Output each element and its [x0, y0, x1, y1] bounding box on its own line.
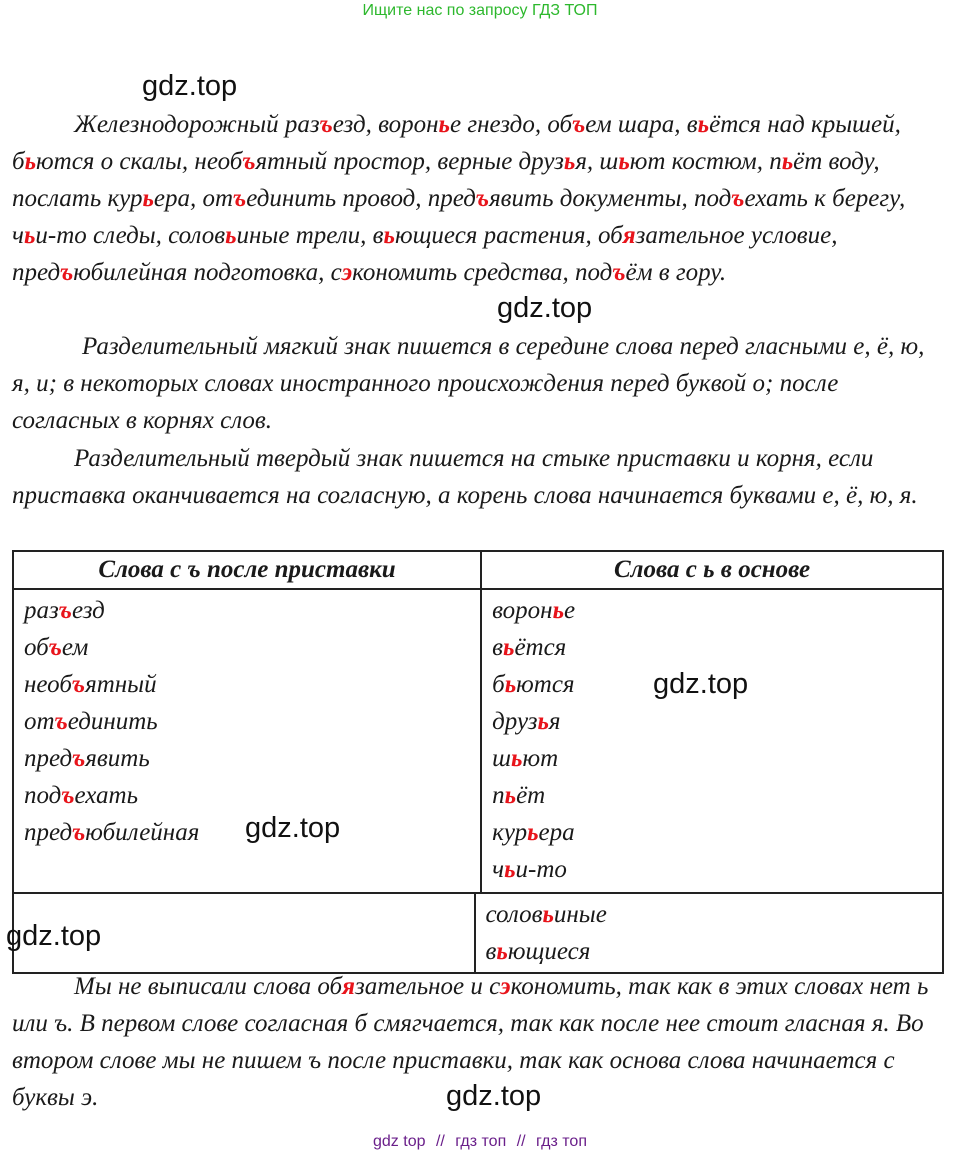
watermark: gdz.top: [6, 920, 102, 952]
bottom-link[interactable]: гдз топ: [455, 1133, 507, 1150]
word-item: [24, 703, 470, 740]
watermark: gdz.top: [142, 70, 238, 102]
word-item: [492, 592, 932, 629]
highlighted-letter: ъ: [72, 745, 86, 772]
text-segment: в: [492, 634, 503, 661]
highlighted-letter: ь: [504, 782, 517, 809]
highlighted-letter: ь: [537, 708, 549, 735]
bottom-link[interactable]: гдз топ: [536, 1133, 587, 1150]
top-banner: Ищите нас по запросу ГДЗ ТОП: [362, 2, 598, 19]
text-segment: кур: [492, 819, 528, 846]
watermark: gdz.top: [245, 812, 341, 844]
text-segment: ющиеся растения, об: [394, 222, 623, 249]
text-segment: ёт: [516, 782, 546, 809]
text-segment: об: [24, 634, 49, 661]
text-segment: езд: [71, 597, 105, 624]
text-segment: и-то: [515, 856, 567, 883]
highlighted-letter: ъ: [612, 259, 626, 286]
highlighted-letter: ъ: [60, 259, 74, 286]
text-segment: ера: [538, 819, 575, 846]
highlighted-letter: я: [622, 222, 636, 249]
rule-hard-sign: Разделительный твердый знак пишется на стыке приставки и корня, если приставка оканчивается на согласную, а корень слова начинается буквами е, ё, ю, я.: [12, 445, 918, 509]
text-segment: юбилейная подготовка, с: [73, 259, 342, 286]
highlighted-letter: я: [342, 973, 356, 1000]
text-segment: пред: [24, 745, 73, 772]
rule-soft-sign: Разделительный мягкий знак пишется в середине слова перед гласными е, ё, ю, я, и; в некоторых словах иностранного происхождения перед буквой о; после согласных в корнях слов.: [12, 333, 925, 434]
text-segment: ем шара, в: [585, 111, 698, 138]
highlighted-letter: ъ: [731, 185, 745, 212]
text-segment: друз: [492, 708, 538, 735]
highlighted-letter: ъ: [72, 819, 86, 846]
table-header-hard-sign: Слова с ъ после приставки: [13, 551, 481, 589]
text-segment: солов: [485, 901, 543, 928]
text-segment: е: [564, 597, 576, 624]
word-item: [24, 777, 470, 814]
text-segment: явить: [85, 745, 150, 772]
highlighted-letter: ь: [496, 938, 508, 965]
text-segment: я: [548, 708, 561, 735]
words-table-continued: [12, 892, 944, 974]
soft-sign-words-column-continued: [475, 893, 943, 973]
bottom-links: [0, 1133, 960, 1151]
soft-sign-words-column: [481, 589, 943, 893]
text-segment: ющиеся: [507, 938, 591, 965]
highlighted-letter: ъ: [233, 185, 247, 212]
bottom-link[interactable]: gdz top: [373, 1133, 426, 1150]
text-segment: ятный простор, верные друз: [255, 148, 564, 175]
highlighted-letter: э: [341, 259, 353, 286]
text-segment: я, ш: [575, 148, 619, 175]
text-segment: ш: [492, 745, 512, 772]
table-header-soft-sign: Слова с ь в основе: [481, 551, 943, 589]
highlighted-letter: э: [500, 973, 511, 1000]
text-segment: ятный: [85, 671, 157, 698]
word-item: [24, 592, 470, 629]
highlighted-letter: ъ: [319, 111, 333, 138]
highlighted-letter: ь: [383, 222, 395, 249]
text-segment: ются: [516, 671, 575, 698]
text-segment: езд, ворон: [332, 111, 439, 138]
text-segment: кономить, так как в этих словах нет ь или ъ. В первом слове согласная б смягчается, так как после нее стоит гласная я. Во втором слове мы не пишем ъ после приставки, так как основа слова начинается с буквы э.: [12, 973, 929, 1111]
highlighted-letter: ь: [225, 222, 237, 249]
text-segment: ехать к берегу, ч: [12, 185, 906, 249]
highlighted-letter: ь: [563, 148, 576, 175]
word-item: [486, 896, 932, 933]
text-segment: е гнездо, об: [449, 111, 573, 138]
text-segment: Железнодорожный раз: [74, 111, 320, 138]
text-segment: под: [24, 782, 62, 809]
words-table: [12, 550, 944, 894]
text-segment: необ: [24, 671, 72, 698]
text-segment: ёт воду, послать кур: [12, 148, 880, 212]
text-segment: ера, от: [153, 185, 234, 212]
watermark: gdz.top: [653, 668, 749, 700]
highlighted-letter: ь: [511, 745, 523, 772]
text-segment: иные трели, в: [236, 222, 384, 249]
text-segment: ётся над крышей, б: [12, 111, 901, 175]
highlighted-letter: ь: [142, 185, 154, 212]
word-item: [492, 777, 932, 814]
word-item: [492, 703, 932, 740]
hard-sign-words-column: [13, 589, 481, 893]
highlighted-letter: ь: [781, 148, 794, 175]
text-segment: пред: [24, 819, 73, 846]
word-item: [24, 740, 470, 777]
highlighted-letter: ъ: [71, 671, 86, 698]
watermark: gdz.top: [497, 292, 593, 324]
text-segment: иные: [553, 901, 607, 928]
highlighted-letter: ь: [438, 111, 450, 138]
word-item: [486, 933, 932, 970]
word-item: [24, 629, 470, 666]
text-segment: ётся: [514, 634, 567, 661]
text-segment: раз: [24, 597, 59, 624]
highlighted-letter: ь: [24, 148, 37, 175]
text-segment: ются о скалы, необ: [36, 148, 243, 175]
text-segment: и-то следы, солов: [35, 222, 226, 249]
highlighted-letter: ь: [527, 819, 539, 846]
highlighted-letter: ъ: [242, 148, 256, 175]
text-segment: единить провод, пред: [246, 185, 476, 212]
highlighted-letter: ь: [23, 222, 36, 249]
text-segment: п: [492, 782, 505, 809]
highlighted-letter: ь: [504, 671, 517, 698]
text-segment: ч: [492, 856, 505, 883]
exercise-paragraph: [12, 106, 942, 291]
word-item: [492, 814, 932, 851]
text-segment: ем: [61, 634, 89, 661]
highlighted-letter: ъ: [58, 597, 72, 624]
word-item: [492, 740, 932, 777]
highlighted-letter: ь: [542, 901, 554, 928]
highlighted-letter: ь: [697, 111, 710, 138]
text-segment: ём в гору.: [625, 259, 727, 286]
highlighted-letter: ъ: [54, 708, 68, 735]
highlighted-letter: ъ: [48, 634, 62, 661]
watermark: gdz.top: [446, 1080, 542, 1112]
highlighted-letter: ъ: [475, 185, 490, 212]
word-item: [492, 851, 932, 888]
separator: //: [516, 1133, 526, 1150]
text-segment: ют: [522, 745, 559, 772]
highlighted-letter: ъ: [61, 782, 75, 809]
highlighted-letter: ъ: [572, 111, 586, 138]
text-segment: юбилейная: [85, 819, 200, 846]
text-segment: в: [485, 938, 497, 965]
text-segment: явить документы, под: [489, 185, 732, 212]
text-segment: зательное и с: [355, 973, 501, 1000]
text-segment: от: [24, 708, 55, 735]
word-item: [24, 666, 470, 703]
text-segment: зательное условие, пред: [12, 222, 838, 286]
text-segment: кономить средства, под: [352, 259, 613, 286]
text-segment: Мы не выписали слова об: [74, 973, 343, 1000]
text-segment: ехать: [74, 782, 138, 809]
text-segment: б: [492, 671, 505, 698]
separator: //: [435, 1133, 445, 1150]
highlighted-letter: ь: [503, 634, 515, 661]
highlighted-letter: ь: [552, 597, 565, 624]
text-segment: ют костюм, п: [629, 148, 782, 175]
text-segment: ворон: [492, 597, 553, 624]
word-item: [492, 629, 932, 666]
text-segment: единить: [67, 708, 158, 735]
highlighted-letter: ь: [504, 856, 516, 883]
highlighted-letter: ь: [618, 148, 630, 175]
